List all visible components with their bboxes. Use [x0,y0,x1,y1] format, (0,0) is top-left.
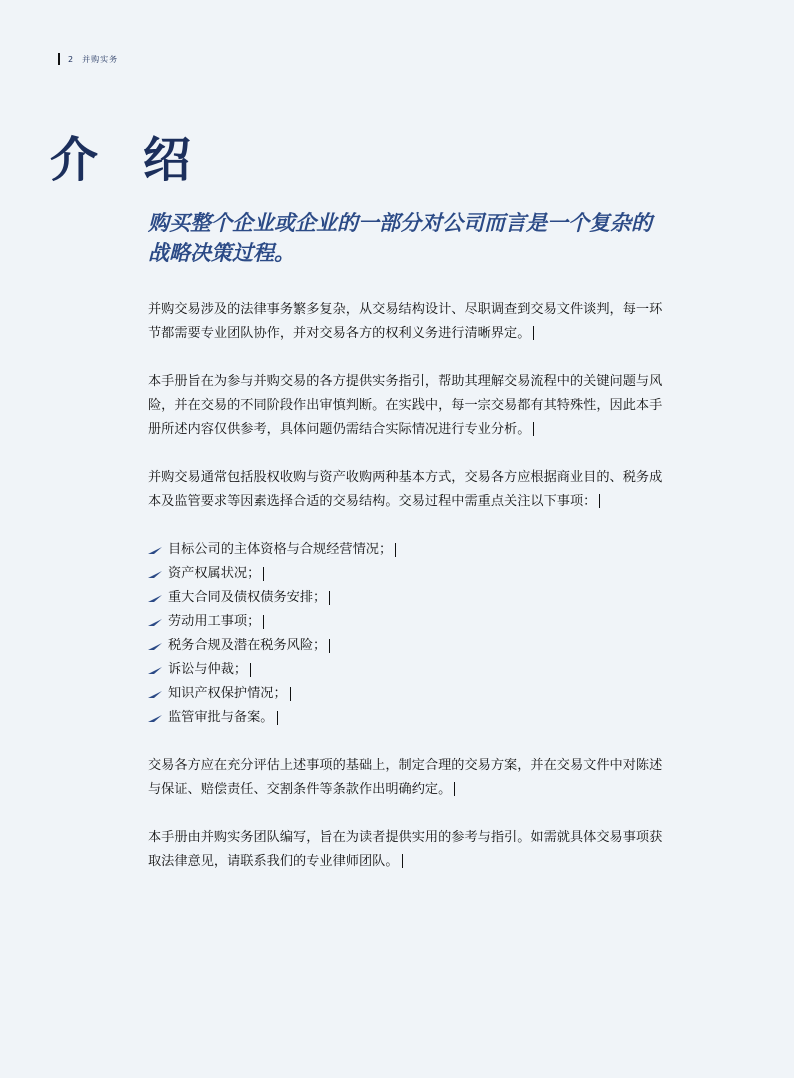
page-header [58,53,118,65]
body-paragraph: 并购交易通常包括股权收购与资产收购两种基本方式，交易各方应根据商业目的、税务成本及监管要求等因素选择合适的交易结构。交易过程中需重点关注以下事项： [148,470,663,509]
body-paragraph: 并购交易涉及的法律事务繁多复杂，从交易结构设计、尽职调查到交易文件谈判，每一环节都需要专业团队协作，并对交易各方的权利义务进行清晰界定。 [148,302,663,341]
arrow-bullet-icon [148,593,162,603]
arrow-bullet-icon [148,569,162,579]
arrow-bullet-icon [148,689,162,699]
arrow-bullet-icon [148,641,162,651]
lead-paragraph: 购买整个企业或企业的一部分对公司而言是一个复杂的战略决策过程。 [148,211,652,265]
list-item: 资产权属状况； [148,562,664,586]
list-item: 重大合同及债权债务安排； [148,586,664,610]
body-content [148,298,664,898]
arrow-bullet-icon [148,617,162,627]
body-paragraph: 交易各方应在充分评估上述事项的基础上，制定合理的交易方案，并在交易文件中对陈述与保证、赔偿责任、交割条件等条款作出明确约定。 [148,758,663,797]
arrow-bullet-icon [148,545,162,555]
bullet-list [148,538,664,730]
list-item: 劳动用工事项； [148,610,664,634]
arrow-bullet-icon [148,665,162,675]
list-item: 税务合规及潜在税务风险； [148,634,664,658]
header-section: 并购实务 [82,54,119,64]
page-number: 2 [68,54,75,64]
body-paragraph: 本手册由并购实务团队编写，旨在为读者提供实用的参考与指引。如需就具体交易事项获取法律意见，请联系我们的专业律师团队。 [148,830,663,869]
page-title: 介 绍 [50,132,205,188]
list-item: 目标公司的主体资格与合规经营情况； [148,538,664,562]
header-bar [58,53,60,65]
body-paragraph: 本手册旨在为参与并购交易的各方提供实务指引，帮助其理解交易流程中的关键问题与风险，并在交易的不同阶段作出审慎判断。在实践中，每一宗交易都有其特殊性，因此本手册所述内容仅供参考，具体问题仍需结合实际情况进行专业分析。 [148,374,663,437]
list-item: 监管审批与备案。 [148,706,664,730]
list-item: 诉讼与仲裁； [148,658,664,682]
list-item: 知识产权保护情况； [148,682,664,706]
arrow-bullet-icon [148,713,162,723]
